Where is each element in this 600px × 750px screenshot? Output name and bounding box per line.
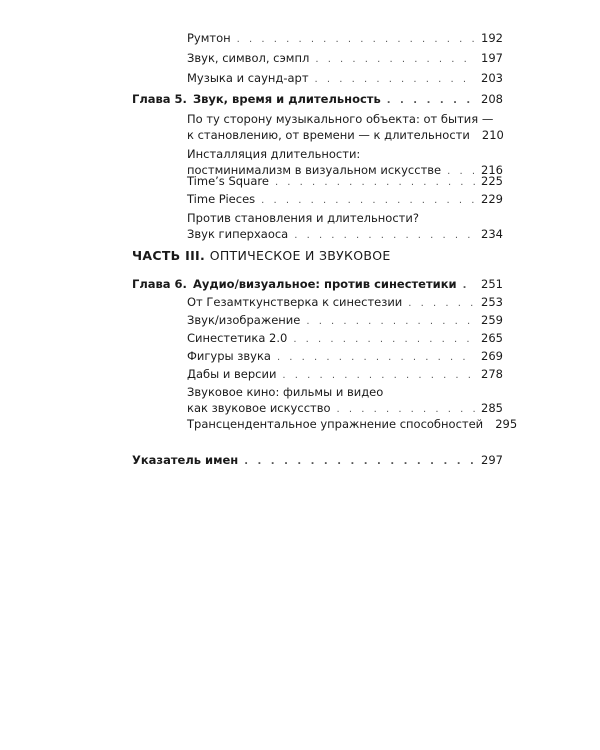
dot-leader xyxy=(237,32,475,48)
toc-entry[interactable] xyxy=(187,348,503,366)
entry-title: Time’s Square xyxy=(187,174,269,188)
toc-entry[interactable] xyxy=(187,330,503,348)
page-number: 278 xyxy=(481,367,503,381)
page-number: 265 xyxy=(481,331,503,345)
page-number: 295 xyxy=(495,417,518,431)
chapter-label: Глава 6. xyxy=(132,277,187,291)
chapter-title: Звук, время и длительность xyxy=(192,92,381,106)
dot-leader xyxy=(282,368,475,384)
entry-title: Звук/изображение xyxy=(187,313,301,327)
dot-leader xyxy=(244,454,475,470)
chapter-5-heading[interactable] xyxy=(132,91,503,109)
dot-leader xyxy=(294,228,475,244)
toc-entry[interactable] xyxy=(187,111,503,145)
entry-title: От Гезамткунстверка к синестезии xyxy=(187,295,403,309)
dot-leader xyxy=(408,296,475,312)
page-number: 192 xyxy=(481,31,503,45)
toc-entry[interactable] xyxy=(187,366,503,384)
dot-leader xyxy=(387,93,475,109)
page-number: 197 xyxy=(481,51,503,65)
entry-title: Румтон xyxy=(187,31,231,45)
entry-title: Музыка и саунд-арт xyxy=(187,71,309,85)
page-number: 297 xyxy=(481,453,503,467)
toc-entry[interactable] xyxy=(187,173,503,191)
entry-title-line: Против становления и длительности? xyxy=(187,211,419,225)
toc-entry[interactable] xyxy=(187,312,503,330)
entry-title: Фигуры звука xyxy=(187,349,271,363)
entry-title-line: Инсталляция длительности: xyxy=(187,147,361,161)
page-number: 253 xyxy=(481,295,503,309)
entry-title-line: Звук гиперхаоса xyxy=(187,227,289,241)
entry-title-line: Звуковое кино: фильмы и видео xyxy=(187,385,384,399)
page-number: 251 xyxy=(481,277,503,291)
entry-title: Трансцендентальное упражнение способностей xyxy=(187,417,484,431)
chapter-6-heading[interactable] xyxy=(132,276,503,294)
page-number: 229 xyxy=(481,192,503,206)
entry-title-line: По ту сторону музыкального объекта: от бытия — xyxy=(187,112,494,126)
entry-title: Указатель имен xyxy=(132,453,239,467)
dot-leader xyxy=(277,350,475,366)
toc-entry[interactable] xyxy=(187,30,503,48)
page-number: 208 xyxy=(481,92,503,106)
part-title: ОПТИЧЕСКОЕ И ЗВУКОВОЕ xyxy=(209,248,391,263)
page-number: 203 xyxy=(481,71,503,85)
index-entry[interactable] xyxy=(132,452,503,470)
part-label: ЧАСТЬ III. xyxy=(132,248,206,263)
dot-leader xyxy=(306,314,475,330)
page-number: 216 xyxy=(481,163,503,177)
page-number: 259 xyxy=(481,313,503,327)
entry-title-line: к становлению, от времени — к длительности xyxy=(187,128,470,142)
toc-entry[interactable] xyxy=(187,384,503,418)
entry-title: Синестетика 2.0 xyxy=(187,331,288,345)
page-number: 210 xyxy=(481,128,504,142)
toc-entry[interactable] xyxy=(187,416,518,434)
dot-leader xyxy=(463,278,475,294)
chapter-label: Глава 5. xyxy=(132,92,187,106)
page-number: 269 xyxy=(481,349,503,363)
toc-entry[interactable] xyxy=(187,191,503,209)
toc-entry[interactable] xyxy=(187,50,503,68)
chapter-title: Аудио/визуальное: против синестетики xyxy=(192,277,457,291)
dot-leader xyxy=(275,175,475,191)
part-3-heading[interactable] xyxy=(132,248,503,264)
entry-title-line: как звуковое искусство xyxy=(187,401,331,415)
page-number: 225 xyxy=(481,174,503,188)
dot-leader xyxy=(315,72,475,88)
toc-entry[interactable] xyxy=(187,294,503,312)
dot-leader xyxy=(293,332,475,348)
dot-leader xyxy=(315,52,475,68)
toc-entry[interactable] xyxy=(187,70,503,88)
toc-entry[interactable] xyxy=(187,210,503,244)
entry-title-line: постминимализм в визуальном искусстве xyxy=(187,163,442,177)
page-number: 285 xyxy=(481,401,503,415)
dot-leader xyxy=(261,193,475,209)
entry-title: Дабы и версии xyxy=(187,367,277,381)
entry-title: Time Pieces xyxy=(187,192,256,206)
page-number: 234 xyxy=(481,227,503,241)
entry-title: Звук, символ, сэмпл xyxy=(187,51,310,65)
